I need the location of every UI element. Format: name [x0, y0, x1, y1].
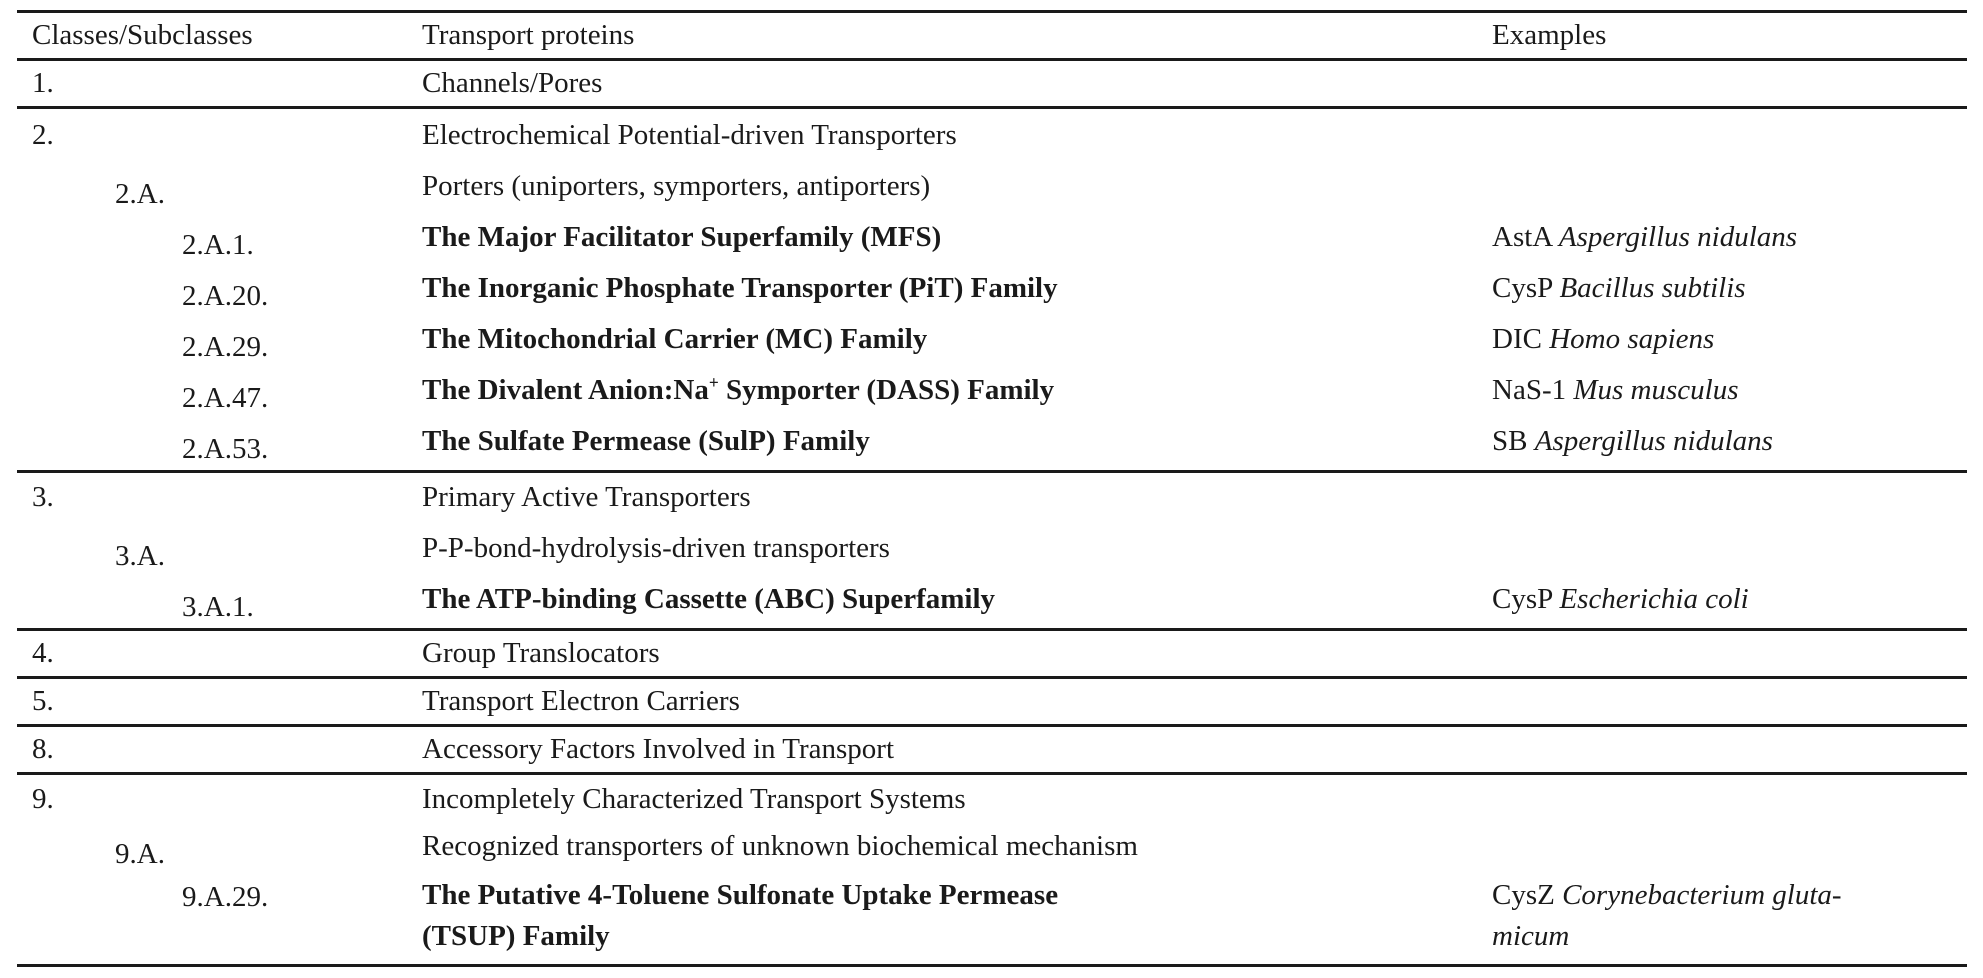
protein-name: P-P-bond-hydrolysis-driven transporters — [422, 532, 890, 564]
table-row — [17, 113, 1967, 164]
example-gene: SB — [1492, 425, 1528, 457]
family-id — [17, 577, 422, 622]
header-classes: Classes/Subclasses — [32, 19, 253, 51]
example-species: Homo sapiens — [1549, 323, 1715, 355]
family-id — [17, 871, 422, 916]
subclass-id-text: 3.A. — [115, 540, 165, 572]
class-id: 8. — [32, 733, 54, 765]
table-row — [17, 679, 1967, 724]
table-header-row — [17, 13, 1967, 58]
example-gene: DIC — [1492, 323, 1542, 355]
table-row — [17, 164, 1967, 215]
protein-name: The Major Facilitator Superfamily (MFS) — [422, 221, 942, 253]
protein-name: The Sulfate Permease (SulP) Family — [422, 425, 870, 457]
example-species: Bacillus subtilis — [1559, 272, 1746, 304]
table-row — [17, 61, 1967, 106]
protein-name — [422, 368, 1492, 413]
protein-name-pre: The Divalent Anion:Na — [422, 374, 709, 406]
family-id — [17, 215, 422, 260]
header-examples: Examples — [1492, 19, 1607, 51]
subclass-id — [17, 824, 422, 869]
table-row — [17, 727, 1967, 772]
table-row — [17, 215, 1967, 266]
table-row — [17, 266, 1967, 317]
example — [1492, 577, 1967, 622]
subclass-id-text: 2.A. — [115, 178, 165, 210]
example-species: Escherichia coli — [1559, 583, 1749, 615]
example — [1492, 871, 1967, 957]
family-id-text: 3.A.1. — [182, 591, 254, 623]
class-id-text: 9. — [32, 783, 54, 815]
header-proteins: Transport proteins — [422, 19, 635, 51]
class-id-text: 2. — [32, 119, 54, 151]
example — [1492, 266, 1967, 311]
example-gene: AstA — [1492, 221, 1552, 253]
subclass-id — [17, 164, 422, 209]
protein-name — [422, 871, 1492, 957]
class-id — [17, 113, 422, 158]
example-species: Aspergillus nidulans — [1558, 221, 1798, 253]
example-gene: NaS-1 — [1492, 374, 1567, 406]
protein-name: Accessory Factors Involved in Transport — [422, 733, 895, 765]
superscript-charge: + — [708, 372, 719, 393]
group-3 — [17, 473, 1967, 628]
protein-name: Group Translocators — [422, 637, 660, 669]
example-species-line1: Corynebacterium gluta- — [1562, 879, 1842, 911]
example-species: Mus musculus — [1573, 374, 1739, 406]
table-row — [17, 368, 1967, 419]
family-id — [17, 368, 422, 413]
protein-name: The ATP-binding Cassette (ABC) Superfamily — [422, 583, 996, 615]
protein-name: Transport Electron Carriers — [422, 685, 740, 717]
example — [1492, 317, 1967, 362]
protein-name: Electrochemical Potential-driven Transporters — [422, 119, 957, 151]
example — [1492, 215, 1967, 260]
protein-name: The Mitochondrial Carrier (MC) Family — [422, 323, 928, 355]
table-row — [17, 526, 1967, 577]
protein-name-post: Symporter (DASS) Family — [718, 374, 1055, 406]
protein-name-line1: The Putative 4-Toluene Sulfonate Uptake Permease — [422, 879, 1059, 911]
class-id-text: 3. — [32, 481, 54, 513]
table-row — [17, 871, 1967, 964]
family-id-text: 2.A.53. — [182, 433, 269, 465]
class-id — [17, 777, 422, 822]
family-id — [17, 419, 422, 464]
class-id — [17, 475, 422, 520]
class-id: 1. — [32, 67, 54, 99]
subclass-id-text: 9.A. — [115, 838, 165, 870]
family-id-text: 2.A.1. — [182, 229, 254, 261]
class-id: 4. — [32, 637, 54, 669]
table-row — [17, 777, 1967, 824]
family-id — [17, 317, 422, 362]
bottom-rule — [17, 964, 1967, 967]
example-gene: CysP — [1492, 272, 1553, 304]
transport-classification-table — [17, 10, 1967, 967]
protein-name: Channels/Pores — [422, 67, 603, 99]
table-row — [17, 577, 1967, 628]
protein-name: Porters (uniporters, symporters, antiporters) — [422, 170, 931, 202]
table-row — [17, 419, 1967, 470]
example-species-line2: micum — [1492, 920, 1570, 952]
example — [1492, 419, 1967, 464]
table-row — [17, 824, 1967, 871]
protein-name: The Inorganic Phosphate Transporter (PiT) Family — [422, 272, 1058, 304]
example-species: Aspergillus nidulans — [1534, 425, 1773, 457]
family-id — [17, 266, 422, 311]
group-9 — [17, 775, 1967, 964]
subclass-id — [17, 526, 422, 571]
family-id-text: 2.A.29. — [182, 331, 269, 363]
protein-name: Recognized transporters of unknown biochemical mechanism — [422, 830, 1138, 862]
table-row — [17, 475, 1967, 526]
group-2 — [17, 109, 1967, 470]
example-gene: CysZ — [1492, 879, 1555, 911]
example-gene: CysP — [1492, 583, 1553, 615]
protein-name: Primary Active Transporters — [422, 481, 751, 513]
protein-name-line2: (TSUP) Family — [422, 920, 610, 952]
protein-name: Incompletely Characterized Transport Systems — [422, 783, 966, 815]
table-row — [17, 317, 1967, 368]
family-id-text: 2.A.47. — [182, 382, 269, 414]
family-id-text: 9.A.29. — [182, 881, 269, 913]
example — [1492, 368, 1967, 413]
class-id: 5. — [32, 685, 54, 717]
table-row — [17, 631, 1967, 676]
family-id-text: 2.A.20. — [182, 280, 269, 312]
